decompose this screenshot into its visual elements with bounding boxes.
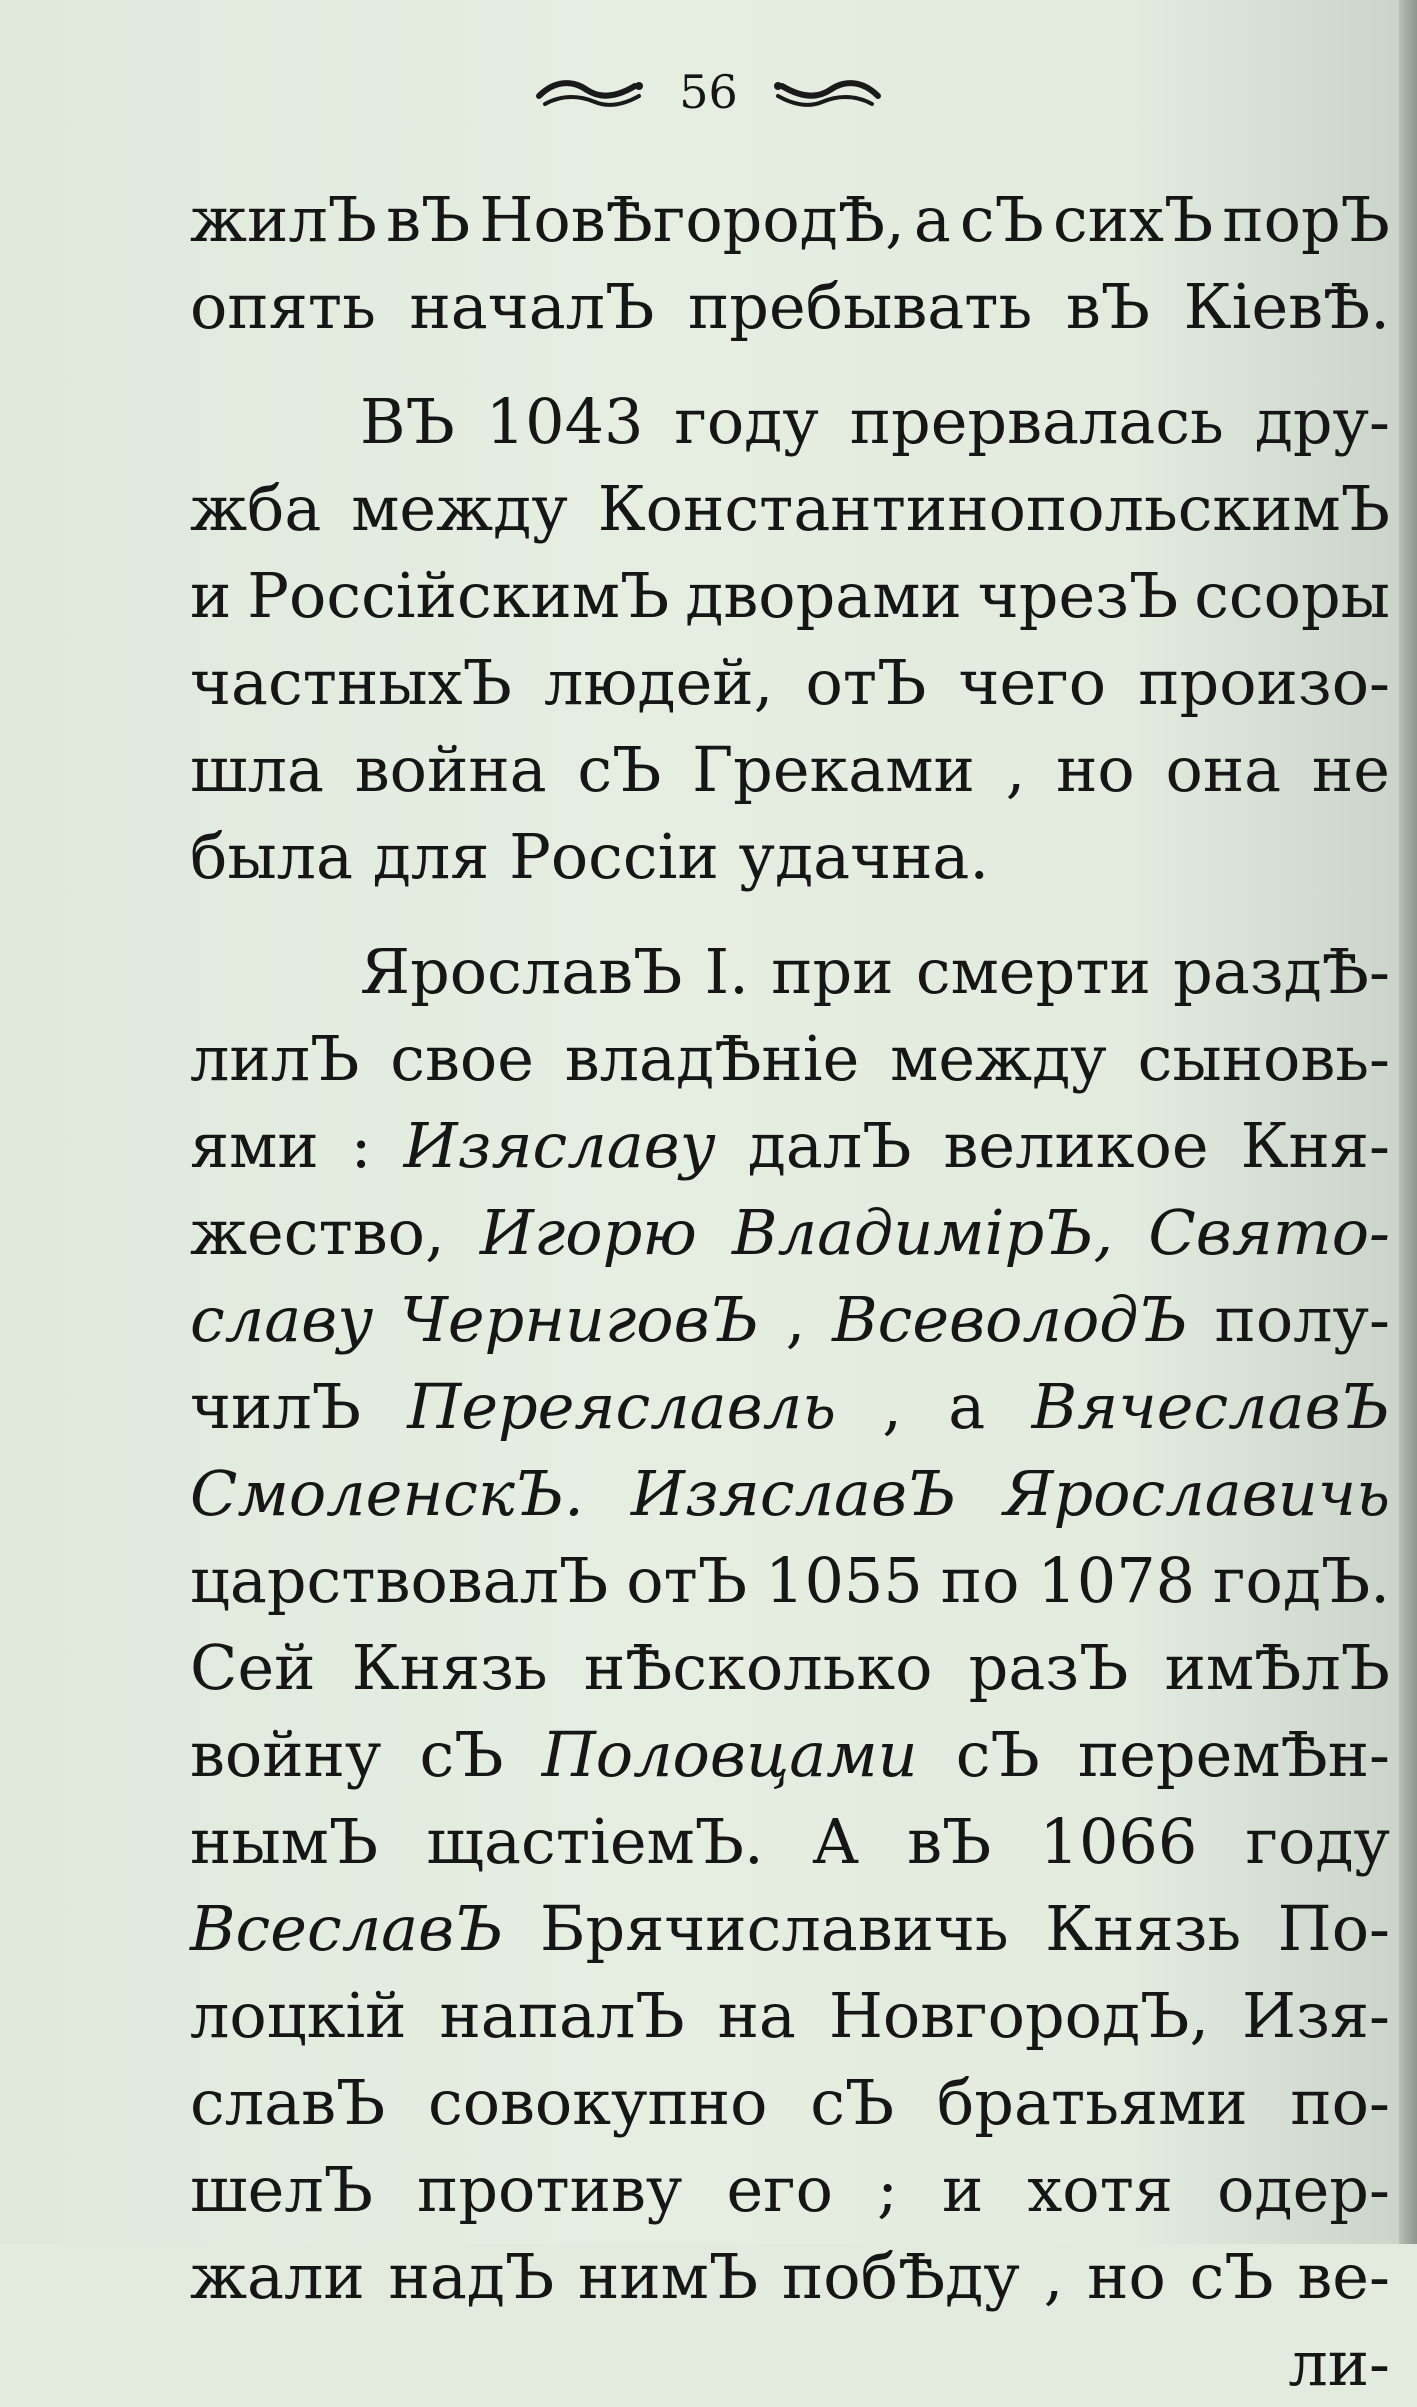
word: по <box>940 1544 1020 1617</box>
word: КонстантинопольскимЪ <box>597 472 1390 545</box>
right-ornament-icon <box>772 74 882 110</box>
text-line <box>190 1624 1390 1711</box>
word: , <box>1005 733 1026 806</box>
word: войну <box>190 1718 382 1791</box>
word: а <box>913 183 951 256</box>
word: ли- <box>1288 2327 1390 2400</box>
word: ВячеславЪ <box>1031 1370 1390 1443</box>
word: ВЪ <box>360 385 455 458</box>
word: произо- <box>1138 646 1390 719</box>
word: 1066 <box>1039 1805 1198 1878</box>
word: между <box>351 472 568 545</box>
word: Свято- <box>1148 1196 1390 1269</box>
word: сЪ <box>955 1718 1040 1791</box>
word: I. <box>704 935 749 1008</box>
word: частныхЪ <box>190 646 512 719</box>
word: Сей <box>190 1631 316 1704</box>
word: Россіи <box>509 820 739 893</box>
word: По- <box>1277 1892 1390 1965</box>
word: опять <box>190 270 376 343</box>
word: Князь <box>351 1631 548 1704</box>
page-header <box>0 62 1417 122</box>
word: чрезЪ <box>977 559 1179 632</box>
page-body-text <box>190 176 1390 2407</box>
page-number: 56 <box>679 65 738 119</box>
text-line <box>190 1015 1390 1102</box>
word: людей, <box>544 646 774 719</box>
word: жилЪ <box>190 183 377 256</box>
word: Половцами <box>541 1718 918 1791</box>
word: КіевѢ. <box>1183 270 1390 343</box>
word: 1043 <box>485 385 644 458</box>
word: Кня- <box>1240 1109 1390 1182</box>
word: великое <box>943 1109 1209 1182</box>
word: перемѢн- <box>1077 1718 1390 1791</box>
word: славЪ <box>190 2066 386 2139</box>
word: нымЪ <box>190 1805 379 1878</box>
word: а <box>948 1370 986 1443</box>
word: Греками <box>692 733 975 806</box>
text-line <box>190 1276 1390 1363</box>
text-line <box>190 176 1390 263</box>
word: по- <box>1290 2066 1390 2139</box>
text-line <box>190 1711 1390 1798</box>
word: сЪ <box>419 1718 504 1791</box>
word: жали <box>190 2240 365 2313</box>
word: Переяславль <box>407 1370 836 1443</box>
word: вЪ <box>907 1805 992 1878</box>
word: ЧерниговЪ <box>399 1283 759 1356</box>
word: между <box>890 1022 1107 1095</box>
word: на <box>717 1979 796 2052</box>
word: отЪ <box>626 1544 748 1617</box>
word: хотя <box>1027 2153 1174 2226</box>
word: и <box>941 2153 984 2226</box>
text-line <box>190 1450 1390 1537</box>
word: ВсеславЪ <box>190 1892 504 1965</box>
word: жба <box>190 472 322 545</box>
word: владѢніе <box>564 1022 860 1095</box>
text-line <box>190 1798 1390 1885</box>
word: далЪ <box>747 1109 912 1182</box>
word: нѢсколько <box>583 1631 933 1704</box>
word: удачна. <box>738 820 990 893</box>
word: при <box>771 935 894 1008</box>
word: нимЪ <box>578 2240 759 2313</box>
word: ссоры <box>1194 559 1390 632</box>
word: сЪ <box>577 733 662 806</box>
word: Игорю <box>479 1196 697 1269</box>
text-line <box>190 1885 1390 1972</box>
text-line <box>190 1189 1390 1276</box>
word: напалЪ <box>439 1979 685 2052</box>
word: ве- <box>1297 2240 1390 2313</box>
word: порЪ <box>1222 183 1390 256</box>
word: чилЪ <box>190 1370 361 1443</box>
word: братьями <box>936 2066 1248 2139</box>
word: имѢлЪ <box>1164 1631 1390 1704</box>
word: но <box>1087 2240 1166 2313</box>
left-ornament-icon <box>535 74 645 110</box>
word: для <box>372 820 510 893</box>
word: году <box>674 385 819 458</box>
text-line <box>190 552 1390 639</box>
word: шелЪ <box>190 2153 373 2226</box>
word: но <box>1056 733 1135 806</box>
word: сихЪ <box>1052 183 1214 256</box>
word: НовгородЪ, <box>828 1979 1210 2052</box>
word: А <box>811 1805 859 1878</box>
text-line <box>190 1537 1390 1624</box>
word: чего <box>958 646 1107 719</box>
word: ВладимірЪ, <box>732 1196 1114 1269</box>
word: смерти <box>915 935 1151 1008</box>
word: дру- <box>1254 385 1390 458</box>
text-line <box>190 1102 1390 1189</box>
word: Ярославичь <box>1003 1457 1390 1530</box>
word: разЪ <box>968 1631 1129 1704</box>
word: жество, <box>190 1196 445 1269</box>
text-line <box>190 2146 1390 2233</box>
word: вЪ <box>1065 270 1151 343</box>
word: Изя- <box>1242 1979 1390 2052</box>
word: щастіемЪ. <box>426 1805 764 1878</box>
word: лилЪ <box>190 1022 360 1095</box>
word: побѢду <box>781 2240 1020 2313</box>
word: СмоленскЪ. <box>190 1457 584 1530</box>
word: ВсеволодЪ <box>832 1283 1188 1356</box>
text-line <box>190 1363 1390 1450</box>
word: она <box>1165 733 1282 806</box>
text-line <box>190 639 1390 726</box>
text-line <box>190 928 1390 1015</box>
word: сЪ <box>959 183 1044 256</box>
word: славу <box>190 1283 374 1356</box>
word: его <box>726 2153 833 2226</box>
text-line <box>190 726 1390 813</box>
word: совокупно <box>427 2066 768 2139</box>
word: годЪ. <box>1213 1544 1390 1617</box>
text-line <box>190 465 1390 552</box>
text-line <box>190 378 1390 465</box>
word: вЪ <box>386 183 471 256</box>
word: царствовалЪ <box>190 1544 609 1617</box>
text-line <box>190 2059 1390 2146</box>
word: шла <box>190 733 324 806</box>
word: НовѢгородѢ, <box>479 183 905 256</box>
word: 1078 <box>1037 1544 1196 1617</box>
word: была <box>190 820 373 893</box>
word: ИзяславЪ <box>630 1457 957 1530</box>
word: лоцкій <box>190 1979 407 2052</box>
text-line <box>190 2233 1390 2320</box>
word: дворами <box>685 559 962 632</box>
word: Брячиславичь <box>539 1892 1009 1965</box>
word: сЪ <box>810 2066 895 2139</box>
word: одер- <box>1217 2153 1390 2226</box>
word: 1055 <box>765 1544 923 1617</box>
word: сыновь- <box>1137 1022 1390 1095</box>
word: Изяславу <box>403 1109 716 1182</box>
page-edge-shadow <box>1399 0 1417 2244</box>
word: раздѢ- <box>1173 935 1390 1008</box>
word: началЪ <box>409 270 655 343</box>
word: не <box>1311 733 1390 806</box>
word: году <box>1245 1805 1390 1878</box>
text-line <box>190 2320 1390 2407</box>
word: полу- <box>1214 1283 1390 1356</box>
word: , <box>1043 2240 1064 2313</box>
word: надЪ <box>388 2240 555 2313</box>
word: противу <box>417 2153 683 2226</box>
text-line <box>190 813 1390 900</box>
word: , <box>785 1283 806 1356</box>
word: война <box>354 733 547 806</box>
word: ями <box>190 1109 319 1182</box>
word: : <box>350 1109 372 1182</box>
word: РоссійскимЪ <box>247 559 670 632</box>
paragraph-gap <box>190 900 1390 928</box>
word: и <box>190 559 232 632</box>
word: отЪ <box>805 646 927 719</box>
paragraph-gap <box>190 350 1390 378</box>
word: ; <box>877 2153 898 2226</box>
word: ЯрославЪ <box>360 935 683 1008</box>
word: прервалась <box>849 385 1224 458</box>
word: сЪ <box>1189 2240 1274 2313</box>
text-line <box>190 1972 1390 2059</box>
text-line <box>190 263 1390 350</box>
word: Князь <box>1045 1892 1242 1965</box>
word: пребывать <box>687 270 1033 343</box>
word: , <box>882 1370 902 1443</box>
word: свое <box>390 1022 534 1095</box>
